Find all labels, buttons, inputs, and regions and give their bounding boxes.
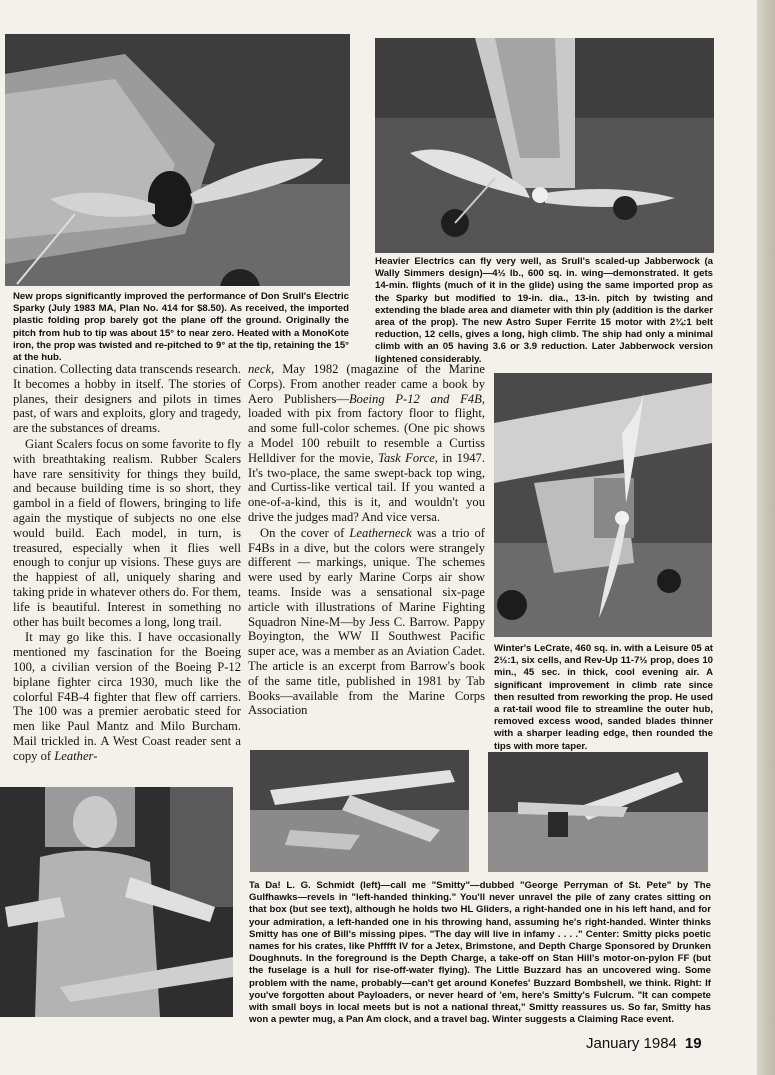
photo-smitty bbox=[0, 787, 233, 1017]
caption-lecrate: Winter's LeCrate, 460 sq. in. with a Leisure 05 at 2½:1, six cells, and Rev-Up 11-7½ prop, does 10 min., 45 sec. in thick, cool evening air. A significant improvement in climb rate since then resulted from reworking the prop. He used a rat-tail wood file to streamline the outer hub, removed excess wood, sanded blades thinner with a sharper leading edge, then rounded the tips with more taper. bbox=[494, 643, 713, 752]
col1-paragraph-3 bbox=[13, 630, 241, 763]
col2-p1-text-2: , loaded with pix from factory floor to flight, and some full-color schemes. (One pic shows a Model 100 rebuilt to resemble a Curtiss Helldiver for the movie, bbox=[248, 391, 485, 465]
col1-p3-italic: Leather- bbox=[54, 748, 98, 763]
col2-p1-italic-3: Task Force bbox=[378, 450, 435, 465]
caption-smitty: Ta Da! L. G. Schmidt (left)—call me "Smitty"—dubbed "George Perryman of St. Pete" by The Gulfhawks—revels in "left-handed thinking." You'll never unravel the pile of zany crates sitting on that box (but see text), although he holds two HL Gliders, a right-handed one in his left hand, and for your admiration, a left-handed one in his throwing hand, assuming he's right-handed. Winter thinks Smitty has one of Bill's missing pipes. "The day will live in infamy . . . ." Center: Smitty picks poetic names for his crates, like Phfffft IV for a Jetex, Brimstone, and Depth Charge Sponsored by Drunken Doughnuts. In the foreground is the Depth Charge, a take-off on Stan Hill's motor-on-pylon FF (but the fuselage is a hull for rise-off-water flying). The Little Buzzard has an uncovered wing. Some problem with the name, probably—can't get around Konefes' Buzzard Bombshell, we think. Right: If you've forgotten about Payloaders, or never heard of 'em, here's Smitty's Fulcrum. "It can compete with small boys in local meets but is not a national threat," Smitty reassures us. So far, Smitty has won a pewter mug, a Pan Am clock, and a travel bag. Winter suggests a Claiming Race event. bbox=[249, 880, 711, 1026]
col2-paragraph-2 bbox=[248, 526, 485, 718]
article-column-1 bbox=[13, 362, 241, 764]
caption-electric-sparky: New props significantly improved the performance of Don Srull's Electric Sparky (July 1983 MA, Plan No. 414 for $8.50). As received, the imported plastic folding prop barely got the plane off the ground. Originally the pitch from hub to tip was about 15° to near zero. Heated with a MonoKote iron, the prop was twisted and re-pitched to 9° at the tip, retaining the 15° at the hub. bbox=[13, 291, 349, 364]
crates-illustration bbox=[250, 750, 469, 872]
col2-p1-italic-1: neck bbox=[248, 362, 272, 376]
page-footer bbox=[586, 1035, 702, 1052]
photo-smitty-crates bbox=[250, 750, 469, 872]
col2-paragraph-1 bbox=[248, 362, 485, 525]
col2-p2-text-2: was a trio of F4Bs in a dive, but the colors were strangely different — markings, unique. The schemes were used by early Marine Corps air show teams. Inside was a sensational six-page article with illustrations of Marine Fighting Squadron Nine-M—by Jess C. Barrow. Pappy Boyington, the WW II Southwest Pacific super ace, was a member as an Aviation Cadet. The article is an excerpt from Barrow's book of the same title, published in 1981 by Tab Books—available from the Marine Corps Association bbox=[248, 525, 485, 718]
photo-electric-sparky bbox=[5, 34, 350, 286]
col1-paragraph-1: cination. Collecting data transcends research. It becomes a hobby in itself. The stories of planes, their designers and pilots in times past, of wars and exploits, glory and tragedy, are the substances of dreams. bbox=[13, 362, 241, 436]
fulcrum-illustration bbox=[488, 752, 708, 872]
jabberwock-illustration bbox=[375, 38, 714, 253]
lecrate-illustration bbox=[494, 373, 712, 637]
photo-jabberwock bbox=[375, 38, 714, 253]
issue-date: January 1984 bbox=[586, 1035, 677, 1052]
col2-p2-text-1: On the cover of bbox=[260, 525, 350, 540]
col2-p2-italic: Leatherneck bbox=[349, 525, 412, 540]
col1-paragraph-2: Giant Scalers focus on some favorite to fly with breathtaking realism. Rubber Scalers have rare sensitivity for things they build, and because building time is so short, they gambol in a field of flowers, bringing to life again the mystique of subjects no one else would build. Each model, in turn, is treasured, especially when it flies well enough to conjur up visions. These guys are the happiest of all, uniquely sharing and taking pride in whatever others do. For them, life is beautiful. Interest in something no other has built becomes a long, long trail. bbox=[13, 436, 241, 629]
smitty-illustration bbox=[0, 787, 233, 1017]
sparky-illustration bbox=[5, 34, 350, 286]
page-number: 19 bbox=[684, 1035, 702, 1052]
page-edge bbox=[757, 0, 775, 1075]
col2-p1-text-3: , in 1947. It's two-place, the same swept-back top wing, and Curtiss-like vertical tail. If you wanted a one-of-a-kind, this is it, and wouldn't you drive the judges mad? And vice versa. bbox=[248, 450, 485, 524]
col2-p1-italic-2: Boeing P-12 and F4B bbox=[348, 391, 482, 406]
caption-jabberwock: Heavier Electrics can fly very well, as Srull's scaled-up Jabberwock (a Wally Simmers design)—4½ lb., 600 sq. in. wing—demonstrated. It gets 14-min. flights (much of it in the glide) using the same imported prop as the Sparky but modified to 19-in. dia., 13-in. pitch by twisting and extending the blade area and diameter with thin ply (addition is the darker area of the prop). The new Astro Super Ferrite 15 motor with 2¾:1 belt reduction, 12 cells, gives a long, high climb. The ship had only a minimal climb with an 05 having 3.6 or 3.9 reduction. Later Jabberwock version lightened considerably. bbox=[375, 256, 713, 365]
col2-p1-text-1: , May 1982 (magazine of the Marine Corps). From another reader came a book by Aero Publishers— bbox=[248, 362, 485, 406]
photo-fulcrum bbox=[488, 752, 708, 872]
photo-lecrate bbox=[494, 373, 712, 637]
col1-p3-text: It may go like this. I have occasionally mentioned my fascination for the Boeing 100, a civilian version of the Boeing P-12 biplane fighter circa 1930, much like the colorful F4B-4 fighter that flew off carriers. The 100 was a premier aerobatic steed for men like Paul Mantz and Milo Burcham. Mail trickled in. A West Coast reader sent a copy of bbox=[13, 630, 241, 763]
article-column-2 bbox=[248, 362, 485, 718]
